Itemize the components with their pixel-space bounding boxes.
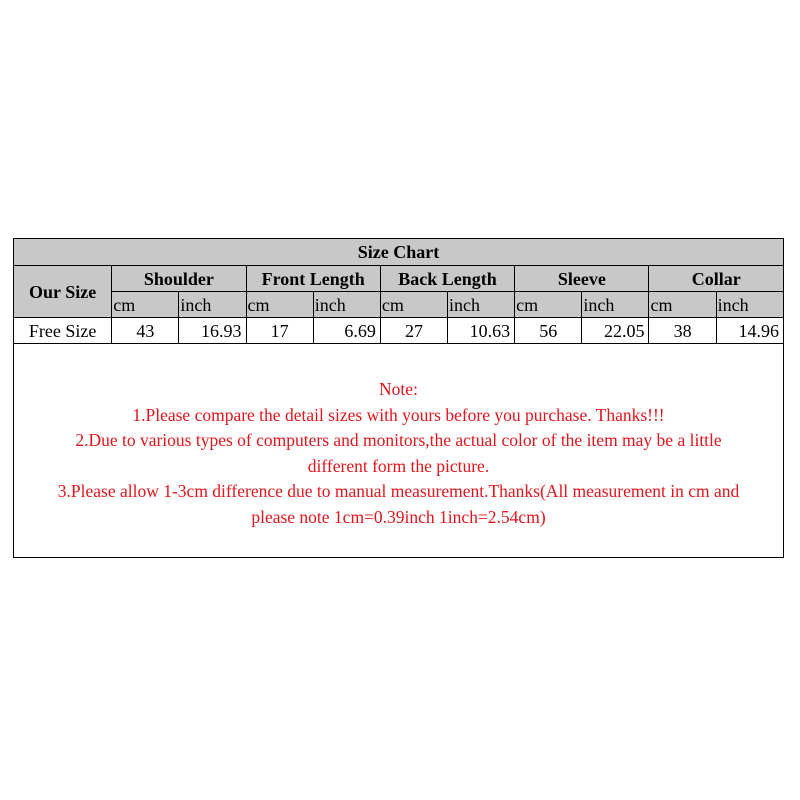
note-line-3b: please note 1cm=0.39inch 1inch=2.54cm) <box>251 506 546 527</box>
note-line-3a: 3.Please allow 1-3cm difference due to manual measurement.Thanks(All measurement in cm and <box>57 481 740 501</box>
column-collar: Collar <box>649 266 784 292</box>
shoulder-cm-value: 43 <box>112 318 179 344</box>
column-shoulder: Shoulder <box>112 266 246 292</box>
note-line-2a: 2.Due to various types of computers and monitors,the actual color of the item may be a little <box>75 430 722 450</box>
collar-inch-value: 14.96 <box>716 318 783 344</box>
note-text-block <box>14 377 783 530</box>
front-length-cm-value: 17 <box>246 318 313 344</box>
unit-inch: inch <box>582 292 649 318</box>
collar-cm-value: 38 <box>649 318 716 344</box>
unit-inch: inch <box>313 292 380 318</box>
table-row <box>14 318 784 344</box>
our-size-header: Our Size <box>14 266 112 318</box>
chart-title: Size Chart <box>14 239 784 266</box>
size-chart-table <box>13 238 784 344</box>
note-box <box>13 343 784 558</box>
unit-inch: inch <box>716 292 783 318</box>
note-line-1: 1.Please compare the detail sizes with yours before you purchase. Thanks!!! <box>132 404 665 425</box>
unit-cm: cm <box>112 292 179 318</box>
unit-inch: inch <box>179 292 246 318</box>
column-back-length: Back Length <box>380 266 514 292</box>
unit-cm: cm <box>380 292 447 318</box>
shoulder-inch-value: 16.93 <box>179 318 246 344</box>
note-line-2b: different form the picture. <box>307 455 490 476</box>
unit-cm: cm <box>515 292 582 318</box>
size-label: Free Size <box>14 318 112 344</box>
back-length-cm-value: 27 <box>380 318 447 344</box>
front-length-inch-value: 6.69 <box>313 318 380 344</box>
unit-cm: cm <box>246 292 313 318</box>
unit-cm: cm <box>649 292 716 318</box>
column-front-length: Front Length <box>246 266 380 292</box>
sleeve-inch-value: 22.05 <box>582 318 649 344</box>
column-sleeve: Sleeve <box>515 266 649 292</box>
note-heading: Note: <box>379 379 418 399</box>
sleeve-cm-value: 56 <box>515 318 582 344</box>
back-length-inch-value: 10.63 <box>448 318 515 344</box>
unit-inch: inch <box>448 292 515 318</box>
